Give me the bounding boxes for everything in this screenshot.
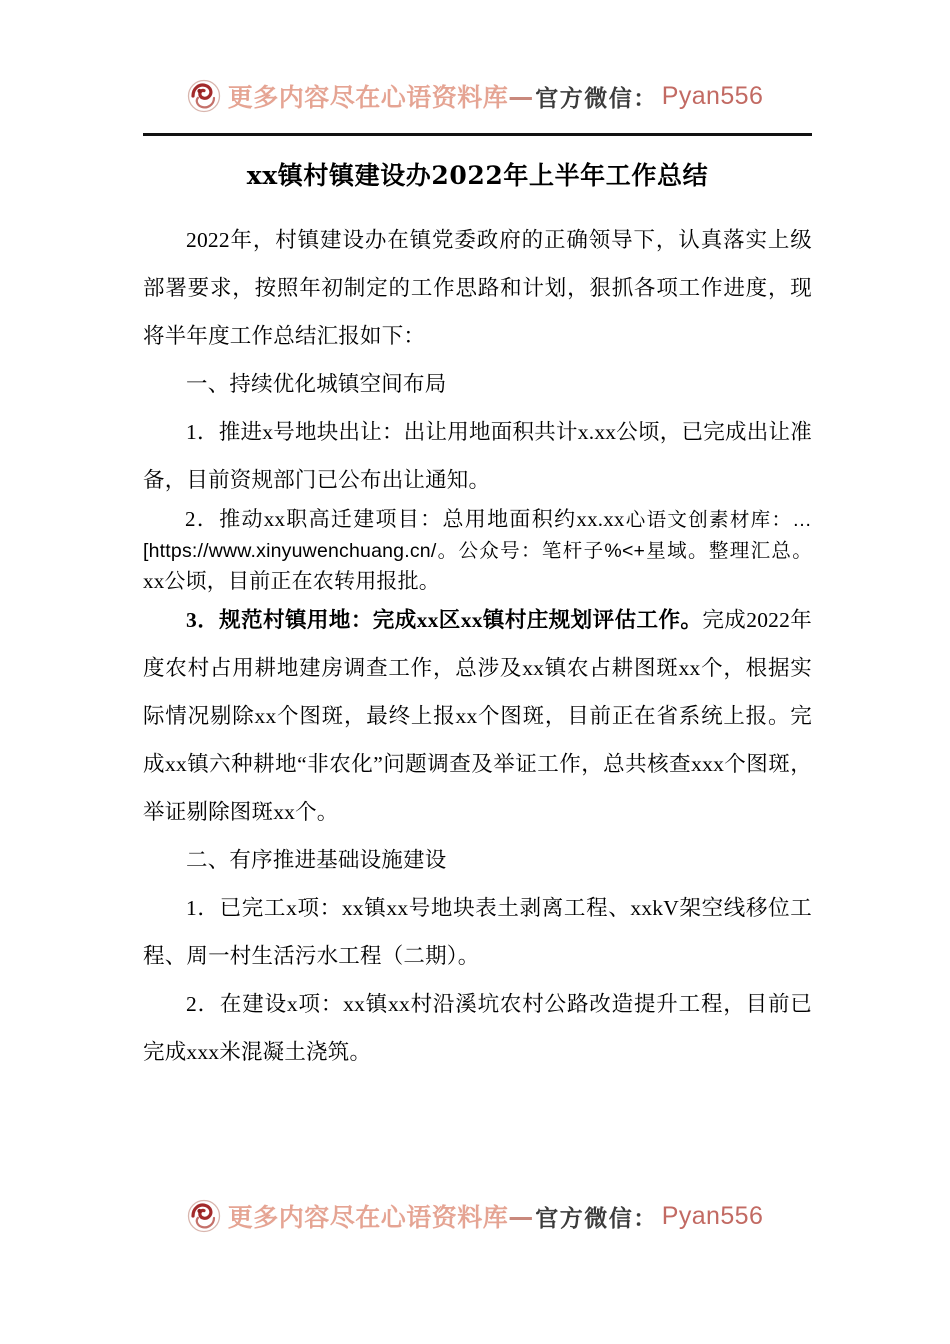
section-2-item-1: 1．已完工x项：xx镇xx号地块表土剥离工程、xxkV架空线移位工程、周一村生活污水工程（二期）。	[143, 896, 812, 968]
section-1-item-1: 1．推进x号地块出让：出让用地面积共计x.xx公顷，已完成出让准备，目前资规部门已公布出让通知。	[143, 420, 812, 492]
page-title: xx镇村镇建设办2022年上半年工作总结	[246, 161, 709, 190]
footer-watermark	[0, 1198, 950, 1234]
section-1-item-3-rest: 完成2022年度农村占用耕地建房调查工作，总涉及xx镇农占耕图斑xx个，根据实际情况剔除xx个图斑，最终上报xx个图斑，目前正在省系统上报。完成xx镇六种耕地“非农化”问题调查及举证工作，总共核查xxx个图斑，举证剔除图斑xx个。	[143, 608, 812, 824]
watermark-label: 官方微信：	[535, 1204, 658, 1232]
section-1-item-2-part-b: xx公顷，目前正在农转用报批。	[143, 569, 440, 593]
section-1-item-2-part-a: 2．推动xx职高迁建项目：总用地面积约xx.xx	[185, 507, 625, 531]
watermark-account-id: Pyan556	[661, 1201, 764, 1230]
section-1-item-3-lead: 3．规范村镇用地：完成xx区xx镇村庄规划评估工作。	[186, 608, 703, 632]
circular-swirl-logo-icon	[187, 79, 221, 113]
watermark-dash: —	[508, 81, 534, 111]
section-2-heading: 二、有序推进基础设施建设	[186, 848, 447, 872]
watermark-dash: —	[508, 1201, 534, 1231]
section-2-item-2: 2．在建设x项：xx镇xx村沿溪坑农村公路改造提升工程，目前已完成xxx米混凝土浇筑。	[143, 992, 812, 1064]
watermark-text: 更多内容尽在心语资料库	[227, 83, 509, 112]
paragraph-intro: 2022年，村镇建设办在镇党委政府的正确领导下，认真落实上级部署要求，按照年初制定的工作思路和计划，狠抓各项工作进度，现将半年度工作总结汇报如下：	[143, 228, 812, 348]
header-divider	[143, 133, 812, 136]
section-1-item-2	[143, 504, 812, 596]
watermark-account-id: Pyan556	[661, 81, 764, 110]
document-body	[143, 154, 812, 1076]
inline-watermark-text: 心语文创素材库：…[https://www.xinyuwenchuang.cn/。公众号：笔杆子%<+星域。整理汇总。	[143, 509, 812, 562]
header-watermark	[0, 78, 950, 114]
section-1-heading: 一、持续优化城镇空间布局	[186, 372, 447, 396]
circular-swirl-logo-icon	[187, 1199, 221, 1233]
watermark-label: 官方微信：	[535, 84, 658, 112]
section-1-item-3	[143, 596, 812, 836]
watermark-text: 更多内容尽在心语资料库	[227, 1203, 509, 1232]
